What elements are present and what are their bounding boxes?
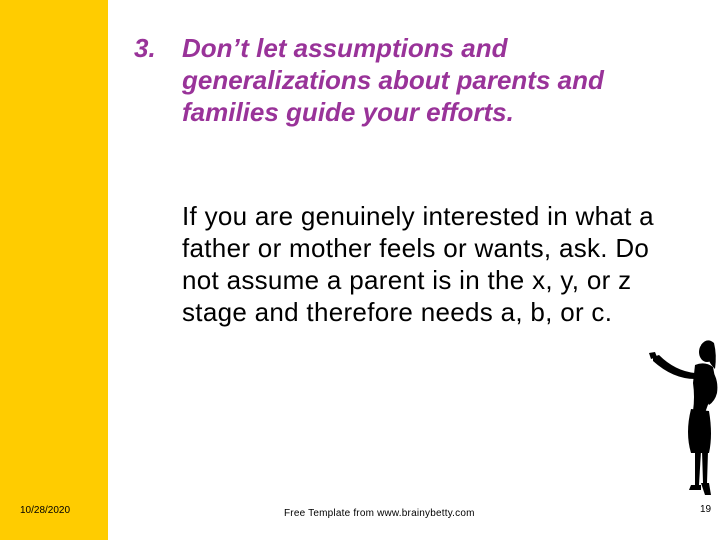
slide-body-text: If you are genuinely interested in what a father or mother feels or wants, ask. Do not assume a parent is in the x, y, or z stage and therefore needs a, b, or c.	[182, 201, 654, 327]
slide-date: 10/28/2020	[20, 505, 71, 516]
page-number: 19	[700, 504, 712, 515]
footer-credit: Free Template from www.brainybetty.com	[284, 508, 475, 519]
heading-text: Don’t let assumptions and generalizations about parents and families guide your efforts.	[182, 33, 604, 127]
woman-silhouette-icon	[645, 335, 720, 500]
accent-side-bar	[0, 0, 108, 540]
heading-number: 3.	[134, 33, 156, 63]
slide-heading	[134, 32, 674, 128]
